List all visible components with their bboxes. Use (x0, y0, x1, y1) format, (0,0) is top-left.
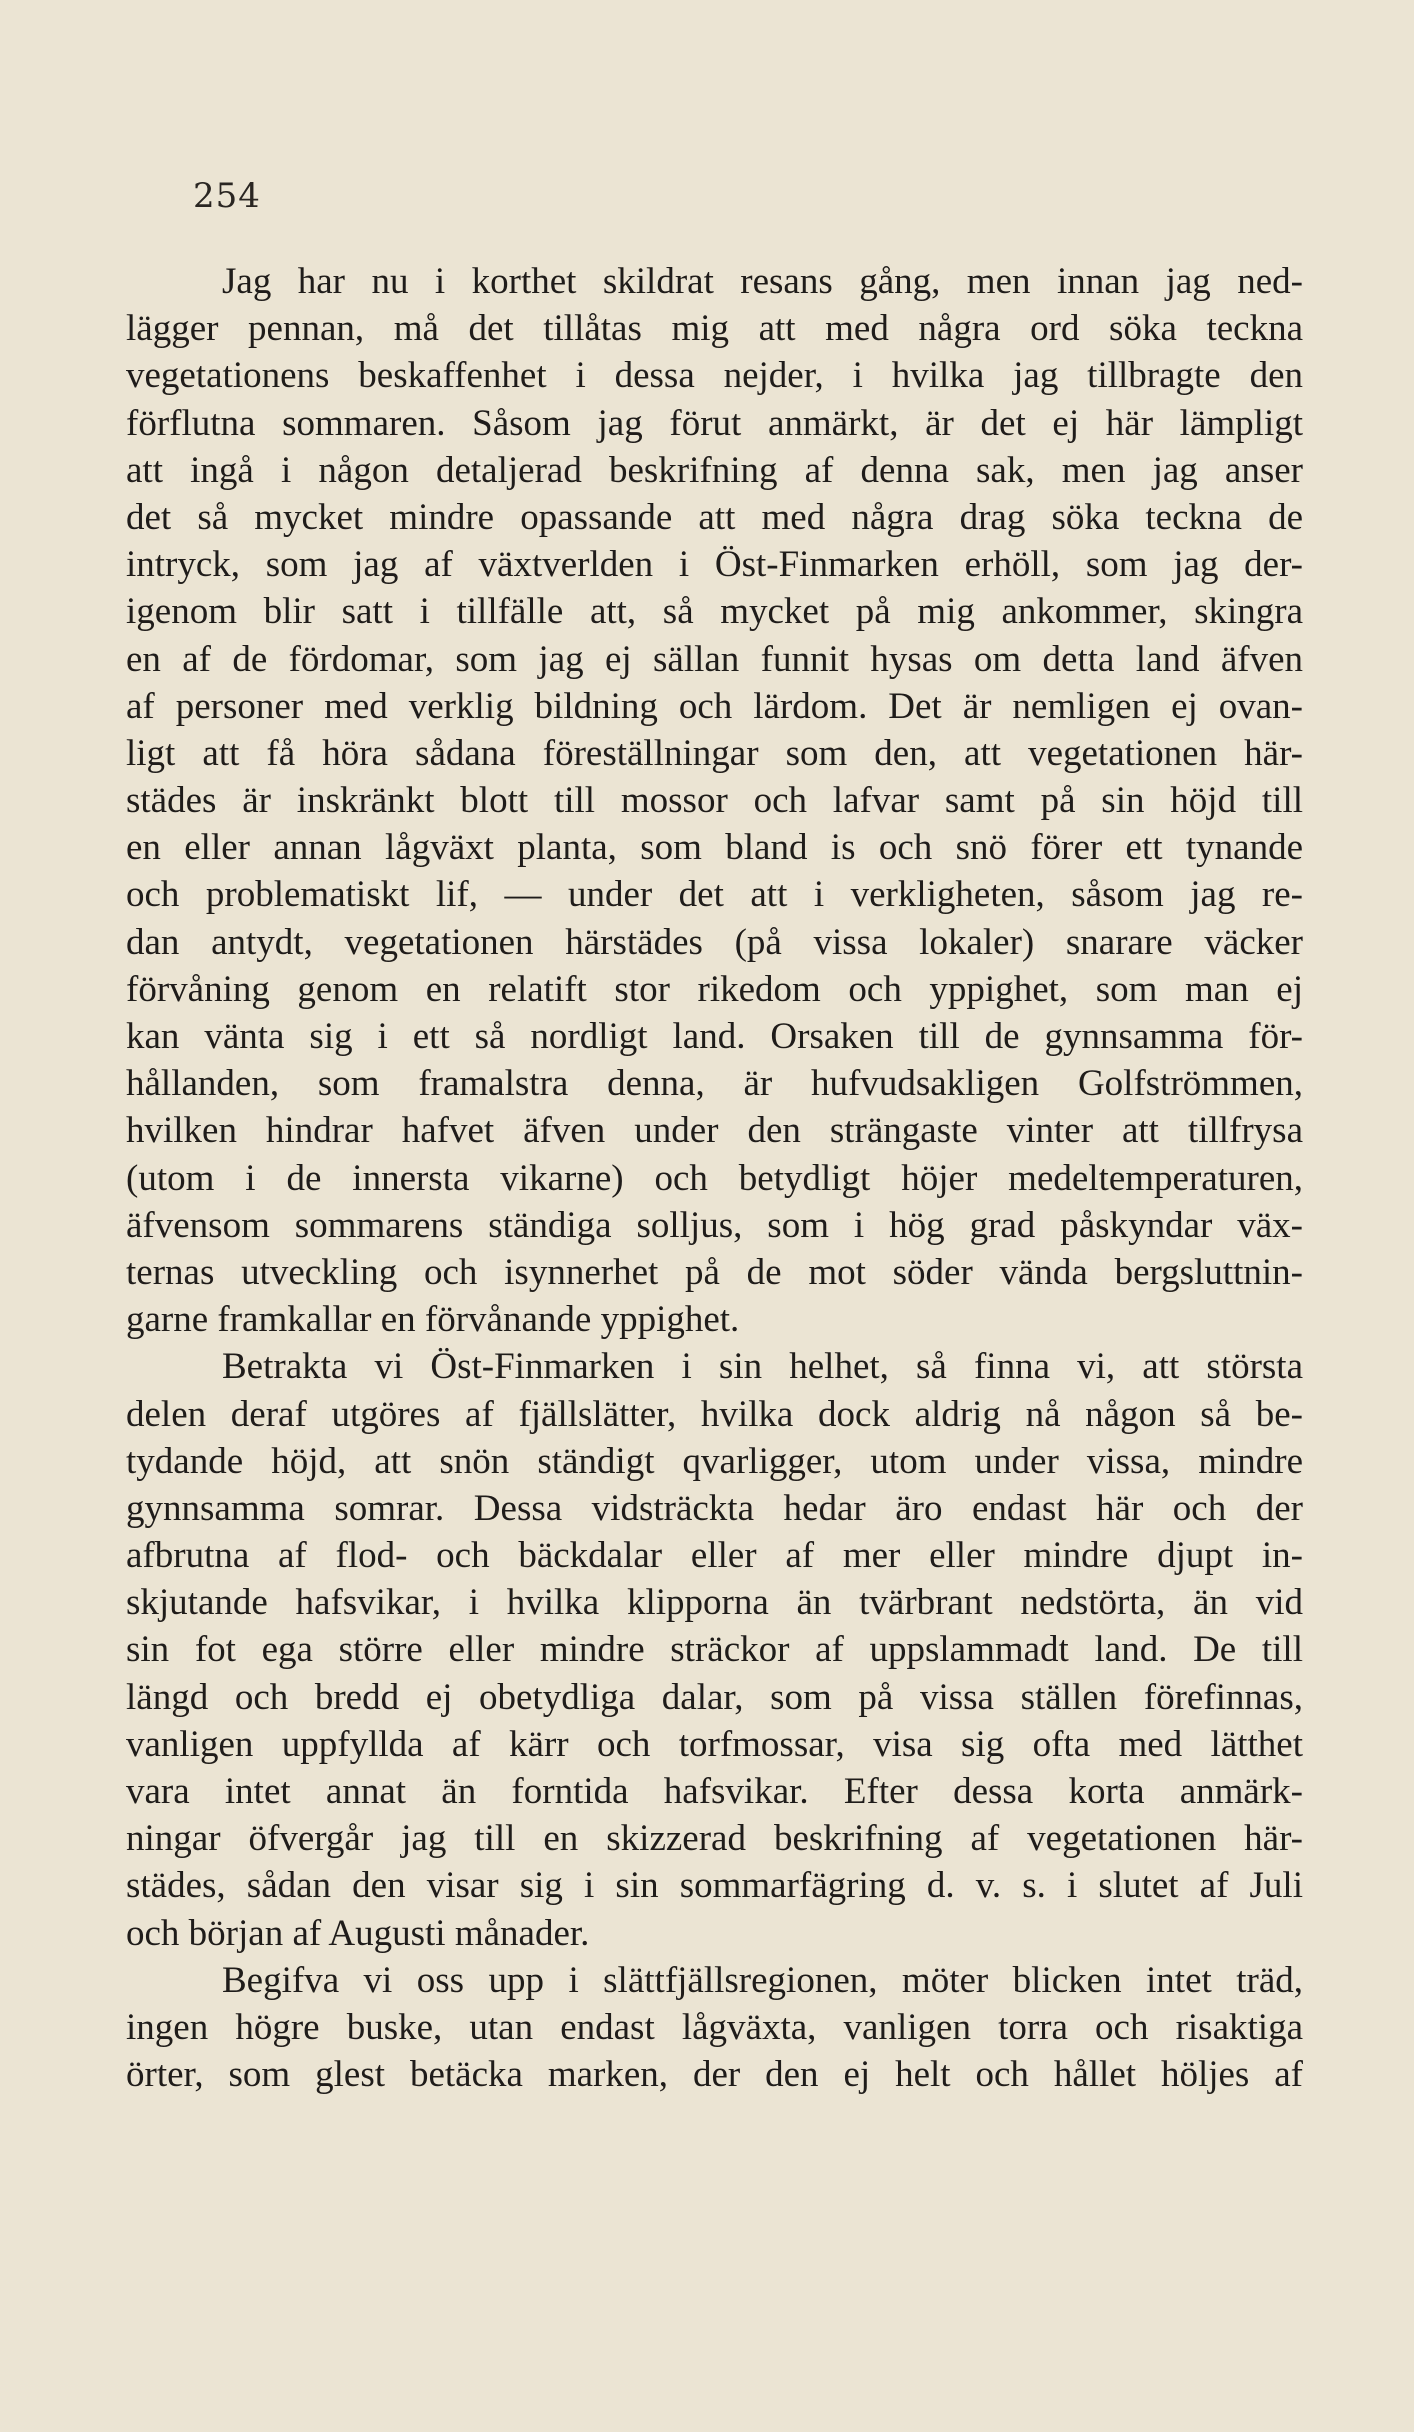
text-line: igenom blir satt i tillfälle att, så mycket på mig ankommer, skingra (126, 591, 1303, 633)
text-line: hvilken hindrar hafvet äfven under den strängaste vinter att tillfrysa (126, 1110, 1303, 1152)
text-line: ternas utveckling och isynnerhet på de mot söder vända bergsluttnin- (126, 1251, 1303, 1293)
text-line: Begifva vi oss upp i slättfjällsregionen, möter blicken intet träd, (222, 1959, 1303, 2001)
text-line: vegetationens beskaffenhet i dessa nejder, i hvilka jag tillbragte den (126, 355, 1303, 397)
text-line: Betrakta vi Öst-Finmarken i sin helhet, så finna vi, att största (222, 1346, 1303, 1388)
text-line: gynnsamma somrar. Dessa vidsträckta hedar äro endast här och der (126, 1487, 1303, 1529)
text-line: ningar öfvergår jag till en skizzerad beskrifning af vegetationen här- (126, 1818, 1303, 1860)
text-line: det så mycket mindre opassande att med några drag söka teckna de (126, 496, 1303, 538)
text-line: sin fot ega större eller mindre sträckor af uppslammadt land. De till (126, 1629, 1303, 1671)
text-line: ligt att få höra sådana föreställningar som den, att vegetationen här- (126, 732, 1303, 774)
text-line: en eller annan lågväxt planta, som bland is och snö förer ett tynande (126, 827, 1303, 869)
text-line: äfvensom sommarens ständiga solljus, som i hög grad påskyndar väx- (126, 1204, 1303, 1246)
text-line: ingen högre buske, utan endast lågväxta, vanligen torra och risaktiga (126, 2006, 1303, 2048)
text-line: kan vänta sig i ett så nordligt land. Orsaken till de gynnsamma för- (126, 1016, 1303, 1057)
text-line: vanligen uppfyllda af kärr och torfmossar, visa sig ofta med lätthet (126, 1723, 1303, 1765)
text-line: örter, som glest betäcka marken, der den ej helt och hållet höljes af (126, 2054, 1303, 2096)
text-line: längd och bredd ej obetydliga dalar, som på vissa ställen förefinnas, (126, 1676, 1303, 1718)
text-line: af personer med verklig bildning och lärdom. Det är nemligen ej ovan- (126, 685, 1303, 727)
text-line: garne framkallar en förvånande yppighet. (126, 1299, 740, 1341)
body-text (126, 258, 1303, 2098)
text-line: intryck, som jag af växtverlden i Öst-Finmarken erhöll, som jag der- (126, 544, 1303, 586)
text-line: och början af Augusti månader. (126, 1912, 590, 1954)
text-line: hållanden, som framalstra denna, är hufvudsakligen Golfströmmen, (126, 1063, 1303, 1105)
text-line: en af de fördomar, som jag ej sällan funnit hysas om detta land äfven (126, 638, 1303, 680)
text-line: delen deraf utgöres af fjällslätter, hvilka dock aldrig nå någon så be- (126, 1393, 1303, 1435)
text-line: städes är inskränkt blott till mossor och lafvar samt på sin höjd till (126, 780, 1303, 822)
text-line: (utom i de innersta vikarne) och betydligt höjer medeltemperaturen, (126, 1157, 1303, 1199)
text-line: skjutande hafsvikar, i hvilka klipporna än tvärbrant nedstörta, än vid (126, 1582, 1303, 1624)
text-line: att ingå i någon detaljerad beskrifning af denna sak, men jag anser (126, 449, 1303, 491)
text-line: tydande höjd, att snön ständigt qvarligger, utom under vissa, mindre (126, 1440, 1303, 1482)
text-line: afbrutna af flod- och bäckdalar eller af mer eller mindre djupt in- (126, 1535, 1303, 1577)
text-line: vara intet annat än forntida hafsvikar. Efter dessa korta anmärk- (126, 1771, 1303, 1812)
text-line: lägger pennan, må det tillåtas mig att med några ord söka teckna (126, 308, 1303, 350)
text-line: och problematiskt lif, — under det att i verkligheten, såsom jag re- (126, 874, 1303, 916)
text-line: Jag har nu i korthet skildrat resans gång, men innan jag ned- (222, 261, 1303, 302)
page-number: 254 (193, 176, 261, 216)
text-line: dan antydt, vegetationen härstädes (på vissa lokaler) snarare väcker (126, 921, 1303, 963)
text-line: städes, sådan den visar sig i sin sommarfägring d. v. s. i slutet af Juli (126, 1865, 1303, 1907)
text-line: förflutna sommaren. Såsom jag förut anmärkt, är det ej här lämpligt (126, 402, 1303, 444)
text-line: förvåning genom en relatift stor rikedom och yppighet, som man ej (126, 968, 1303, 1010)
